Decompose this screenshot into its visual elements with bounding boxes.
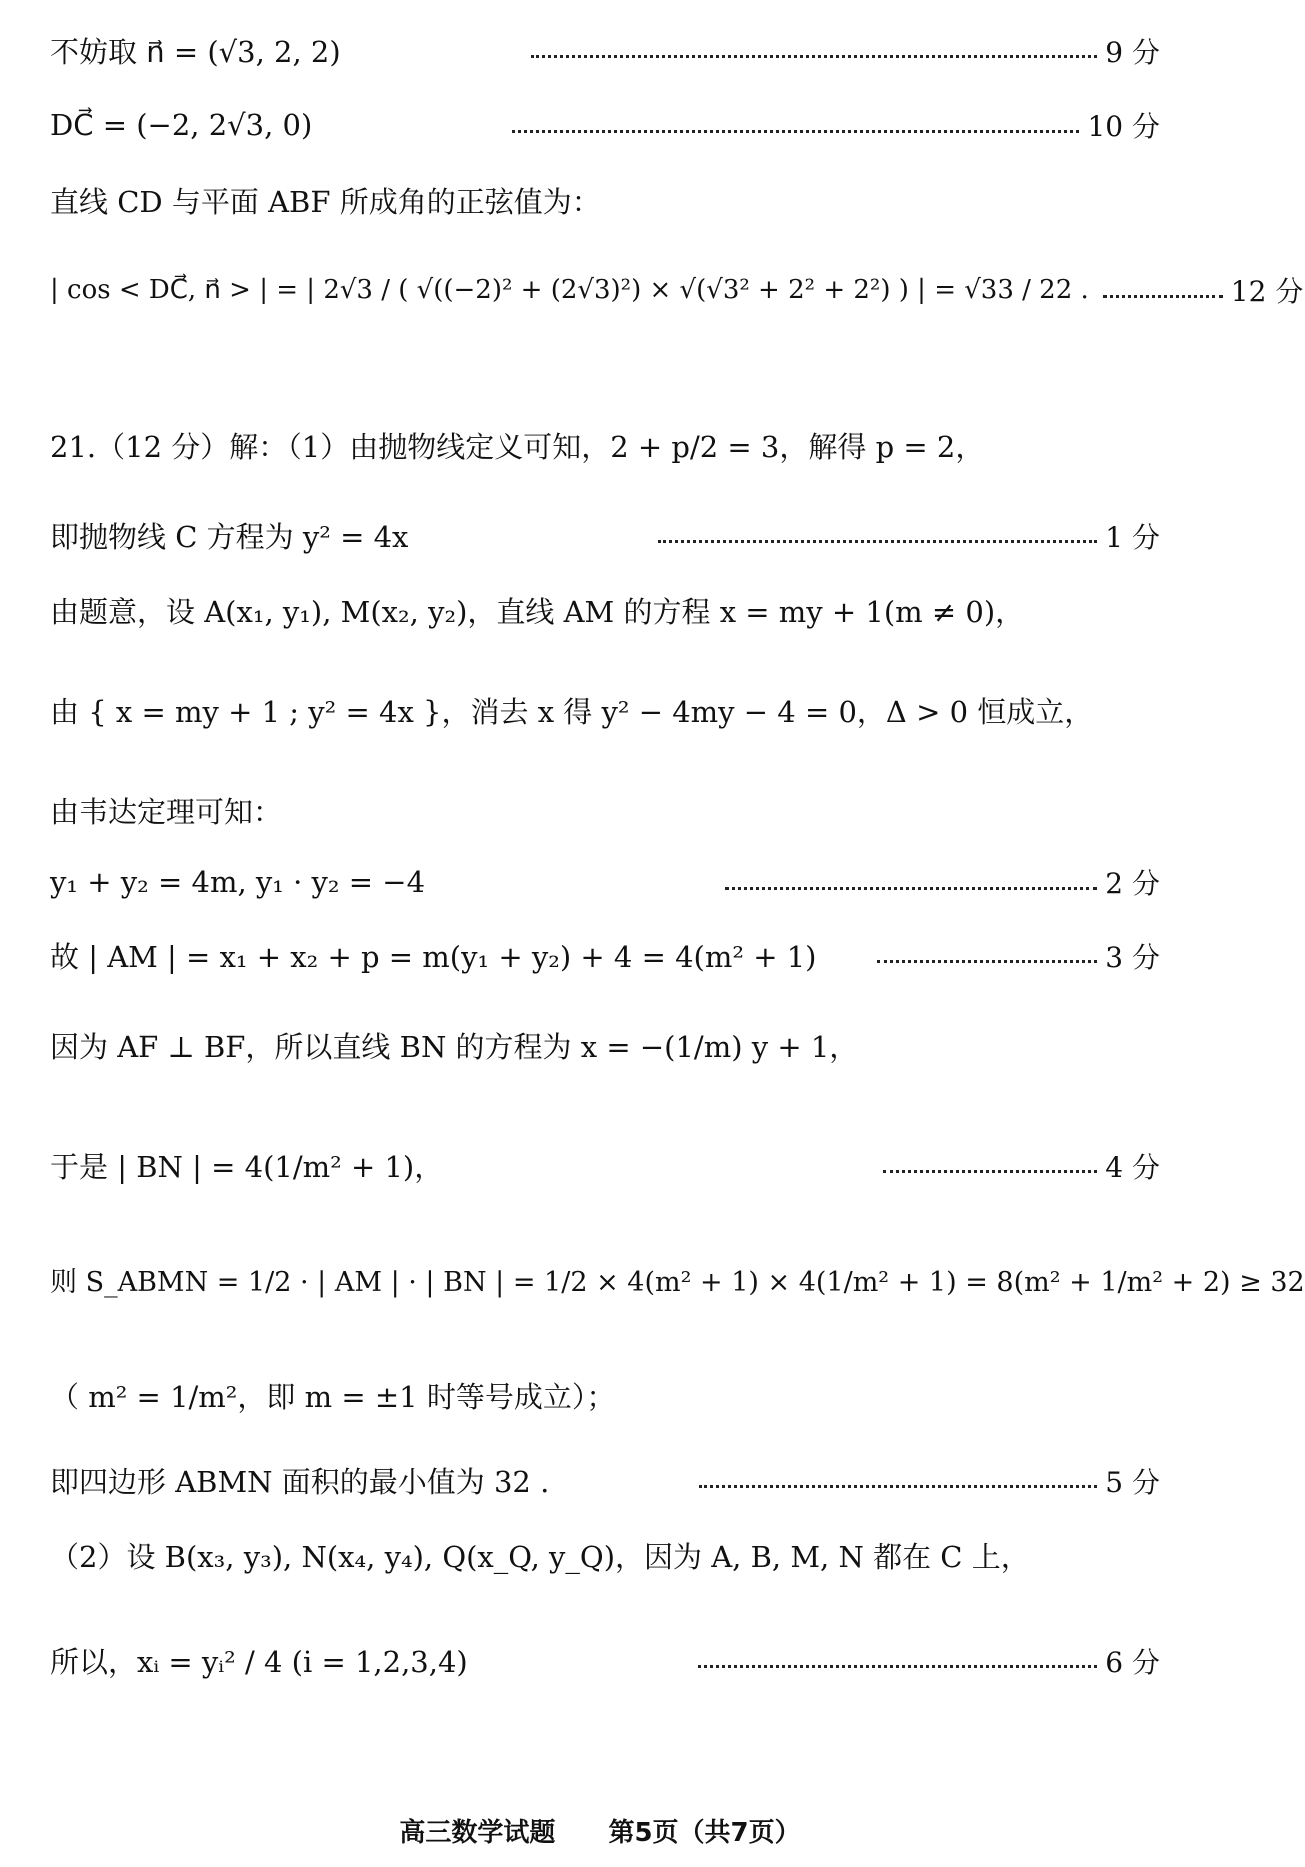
- dot-leader: [658, 540, 1097, 543]
- score-label: 5 分: [1105, 1465, 1160, 1499]
- line-bn-length: [50, 1145, 1160, 1186]
- line-cosine-formula: [50, 270, 1304, 310]
- score-label: 1 分: [1105, 520, 1160, 554]
- dot-leader: [699, 1485, 1097, 1488]
- line-text: 即抛物线 C 方程为 y² = 4x: [50, 520, 409, 554]
- line-text: （ m² = 1/m²，即 m = ±1 时等号成立）；: [50, 1380, 616, 1414]
- line-text: y₁ + y₂ = 4m, y₁ · y₂ = −4: [50, 865, 426, 899]
- line-part2: [50, 1535, 1160, 1576]
- dot-leader: [698, 1665, 1098, 1668]
- page-footer: [0, 1812, 1200, 1849]
- line-setup: [50, 590, 1160, 631]
- line-vieta-intro: [50, 790, 1160, 831]
- line-vector-dc: [50, 105, 1160, 145]
- line-text: 则 S_ABMN = 1/2 · | AM | · | BN | = 1/2 × 4(m² + 1) × 4(1/m² + 1) = 8(m² + 1/m² + 2) ≥ 32: [50, 1267, 1305, 1298]
- line-parabola-eq: [50, 515, 1160, 556]
- line-equality: [50, 1375, 1160, 1416]
- dot-leader: [1103, 295, 1223, 298]
- score-label: 4 分: [1105, 1150, 1160, 1184]
- line-text: 即四边形 ABMN 面积的最小值为 32 .: [50, 1465, 550, 1499]
- line-text: 由 { x = my + 1 ; y² = 4x }，消去 x 得 y² − 4my − 4 = 0，Δ > 0 恒成立，: [50, 695, 1094, 729]
- line-area: [50, 1260, 1305, 1299]
- line-text: 不妨取 n⃗ = (√3, 2, 2): [50, 35, 341, 69]
- line-text: 直线 CD 与平面 ABF 所成角的正弦值为：: [50, 185, 601, 219]
- dot-leader: [531, 55, 1098, 58]
- footer-page-number: 第5页（共7页）: [608, 1818, 801, 1848]
- line-text: | cos < DC⃗, n⃗ > | = | 2√3 / ( √((−2)² + (2√3)²) × √(√3² + 2² + 2²) ) | = √33 / 22 .: [50, 275, 1089, 305]
- line-text: DC⃗ = (−2, 2√3, 0): [50, 108, 313, 142]
- score-label: 3 分: [1105, 940, 1160, 974]
- dot-leader: [512, 130, 1079, 133]
- line-sine-intro: [50, 180, 1160, 221]
- line-text: 由韦达定理可知：: [50, 795, 283, 829]
- line-xi: [50, 1640, 1160, 1681]
- score-label: 6 分: [1105, 1645, 1160, 1679]
- dot-leader: [883, 1170, 1097, 1173]
- line-text: 于是 | BN | = 4(1/m² + 1)，: [50, 1150, 444, 1184]
- line-text: 21.（12 分）解：（1）由抛物线定义可知，2 + p/2 = 3，解得 p = 2，: [50, 430, 985, 464]
- footer-title: 高三数学试题: [399, 1818, 556, 1848]
- score-label: 9 分: [1105, 35, 1160, 69]
- score-label: 2 分: [1105, 867, 1160, 900]
- line-normal-vector: [50, 30, 1160, 71]
- line-vieta: [50, 862, 1160, 902]
- line-am-length: [50, 935, 1160, 976]
- line-bn-equation: [50, 1025, 1160, 1066]
- line-text: 由题意，设 A(x₁, y₁), M(x₂, y₂)，直线 AM 的方程 x = my + 1(m ≠ 0)，: [50, 595, 1025, 629]
- line-q21-intro: [50, 425, 1160, 466]
- line-min-area: [50, 1460, 1160, 1501]
- line-system: [50, 690, 1160, 731]
- line-text: 所以，xᵢ = yᵢ² / 4 (i = 1,2,3,4): [50, 1645, 468, 1679]
- line-text: （2）设 B(x₃, y₃), N(x₄, y₄), Q(x_Q, y_Q)，因为 A, B, M, N 都在 C 上，: [50, 1540, 1030, 1574]
- score-label: 10 分: [1087, 110, 1160, 143]
- line-text: 因为 AF ⊥ BF，所以直线 BN 的方程为 x = −(1/m) y + 1，: [50, 1030, 859, 1064]
- score-label: 12 分: [1230, 275, 1304, 308]
- dot-leader: [725, 887, 1097, 890]
- dot-leader: [877, 960, 1098, 963]
- line-text: 故 | AM | = x₁ + x₂ + p = m(y₁ + y₂) + 4 = 4(m² + 1): [50, 940, 817, 974]
